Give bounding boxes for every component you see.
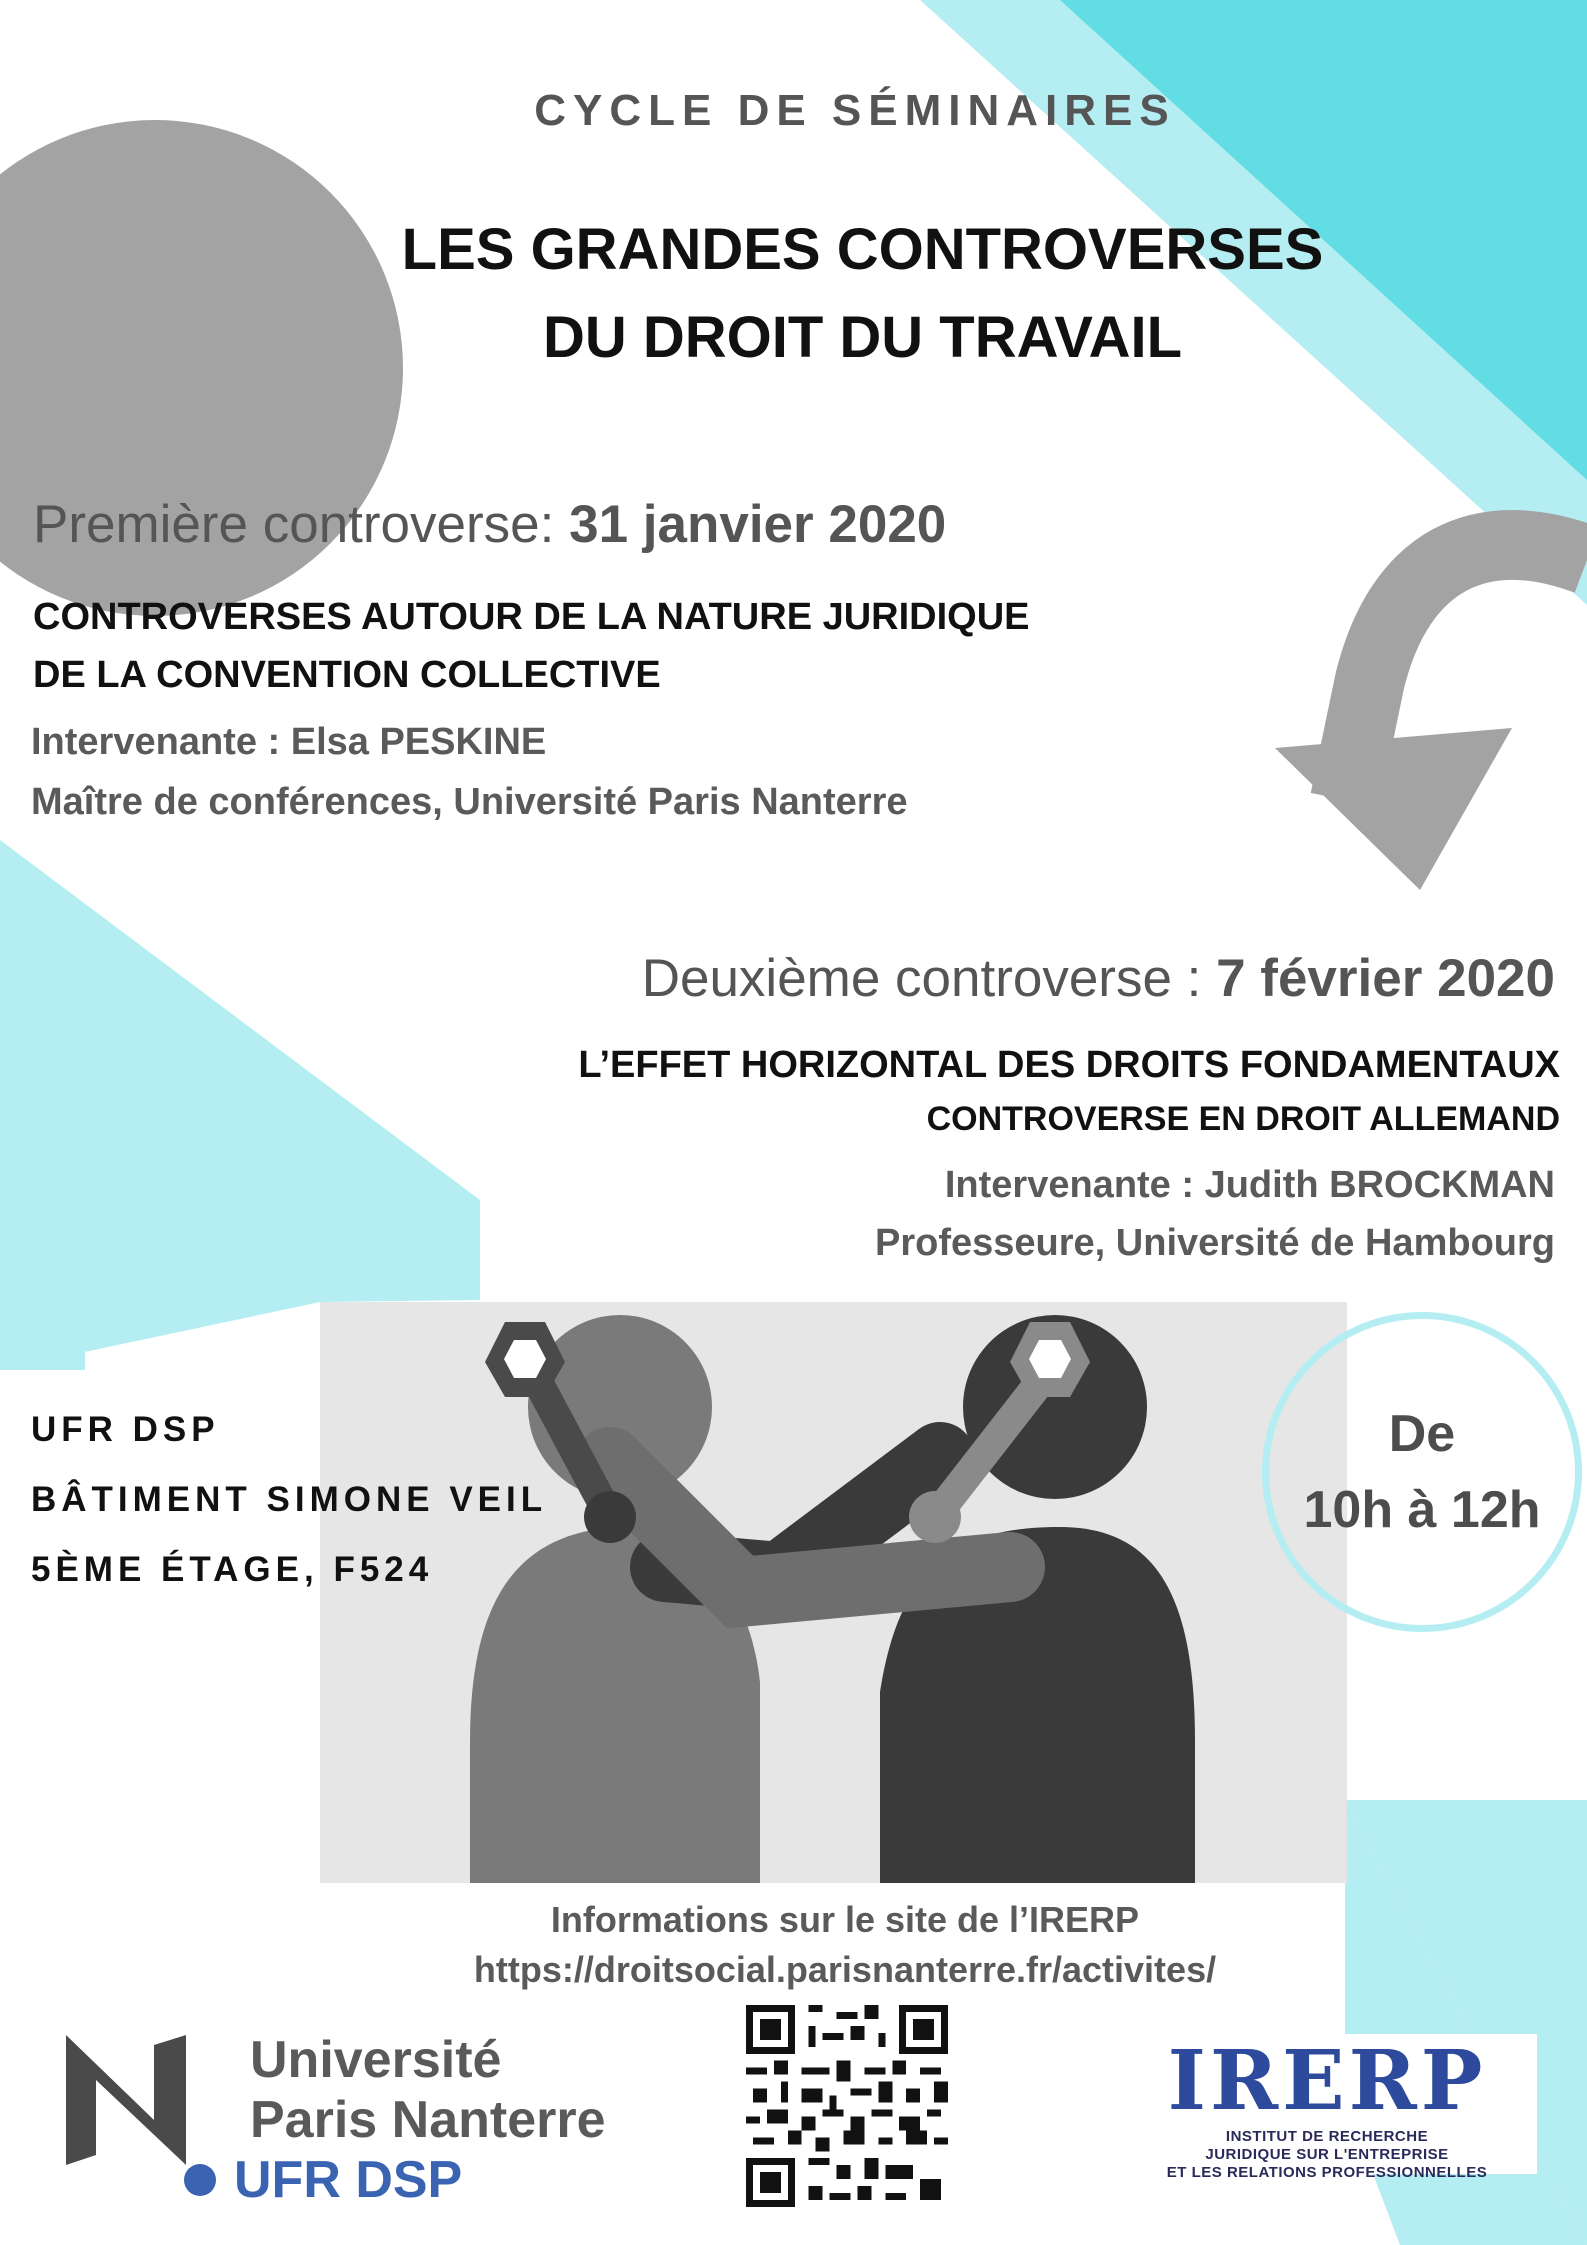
session2-date: 7 février 2020 <box>1216 949 1555 1008</box>
session2-speaker-block <box>875 1156 1555 1272</box>
irerp-logo <box>1117 2033 1537 2181</box>
time-line-1: De <box>1388 1405 1456 1463</box>
curved-arrow-icon <box>1275 545 1587 890</box>
university-name-line-1: Université <box>250 2031 502 2089</box>
cyan-band-left <box>0 840 480 1370</box>
university-logo-text <box>234 2030 606 2210</box>
session1-date-line <box>33 494 946 555</box>
university-ufr <box>234 2150 606 2210</box>
seminar-series-label: CYCLE DE SÉMINAIRES <box>534 86 1176 135</box>
title-line-1: LES GRANDES CONTROVERSES <box>401 217 1324 282</box>
irerp-logo-sub-3: ET LES RELATIONS PROFESSIONNELLES <box>1166 2164 1488 2181</box>
session1-date: 31 janvier 2020 <box>569 495 947 554</box>
university-name-line-2: Paris Nanterre <box>250 2091 606 2149</box>
venue-address <box>31 1395 547 1605</box>
session1-speaker: Intervenante : Elsa PESKINE <box>31 721 547 763</box>
irerp-logo-word: IRERP <box>1167 2033 1487 2129</box>
session1-label: Première controverse: <box>33 495 570 554</box>
session1-speaker-block <box>31 712 908 832</box>
page-title <box>0 206 1587 382</box>
irerp-logo-sub-2: JURIDIQUE SUR L'ENTREPRISE <box>1205 2146 1449 2163</box>
time-line-2: 10h à 12h <box>1303 1481 1541 1539</box>
session1-topic-line-2: DE LA CONVENTION COLLECTIVE <box>33 654 661 696</box>
session2-date-line <box>642 948 1555 1009</box>
university-ufr-label: UFR DSP <box>234 2151 463 2209</box>
blue-dot-icon <box>184 2164 216 2196</box>
info-url-link[interactable]: https://droitsocial.parisnanterre.fr/activites/ <box>473 1949 1217 1990</box>
info-text: Informations sur le site de l’IRERP <box>550 1899 1140 1940</box>
session2-label: Deuxième controverse : <box>641 949 1217 1008</box>
session1-topic <box>33 588 1030 704</box>
session1-topic-line-1: CONTROVERSES AUTOUR DE LA NATURE JURIDIQUE <box>33 596 1030 638</box>
time-circle <box>1262 1312 1582 1632</box>
venue-line-3: 5ÈME ÉTAGE, F524 <box>31 1550 434 1589</box>
venue-line-2: BÂTIMENT SIMONE VEIL <box>31 1480 548 1519</box>
irerp-logo-sub-1: INSTITUT DE RECHERCHE <box>1225 2128 1429 2145</box>
session2-speaker: Intervenante : Judith BROCKMAN <box>944 1164 1555 1206</box>
session2-topic-line-2: CONTROVERSE EN DROIT ALLEMAND <box>926 1100 1560 1138</box>
session1-speaker-title: Maître de conférences, Université Paris Nanterre <box>31 781 908 823</box>
title-line-2: DU DROIT DU TRAVAIL <box>542 305 1183 370</box>
paris-nanterre-n-logo <box>66 2035 226 2165</box>
info-block <box>0 1895 1587 1995</box>
session2-speaker-title: Professeure, Université de Hambourg <box>875 1222 1555 1264</box>
qr-code-icon[interactable] <box>746 2005 948 2207</box>
session2-topic-line-1: L’EFFET HORIZONTAL DES DROITS FONDAMENTAUX <box>578 1044 1560 1086</box>
venue-line-1: UFR DSP <box>31 1410 220 1449</box>
